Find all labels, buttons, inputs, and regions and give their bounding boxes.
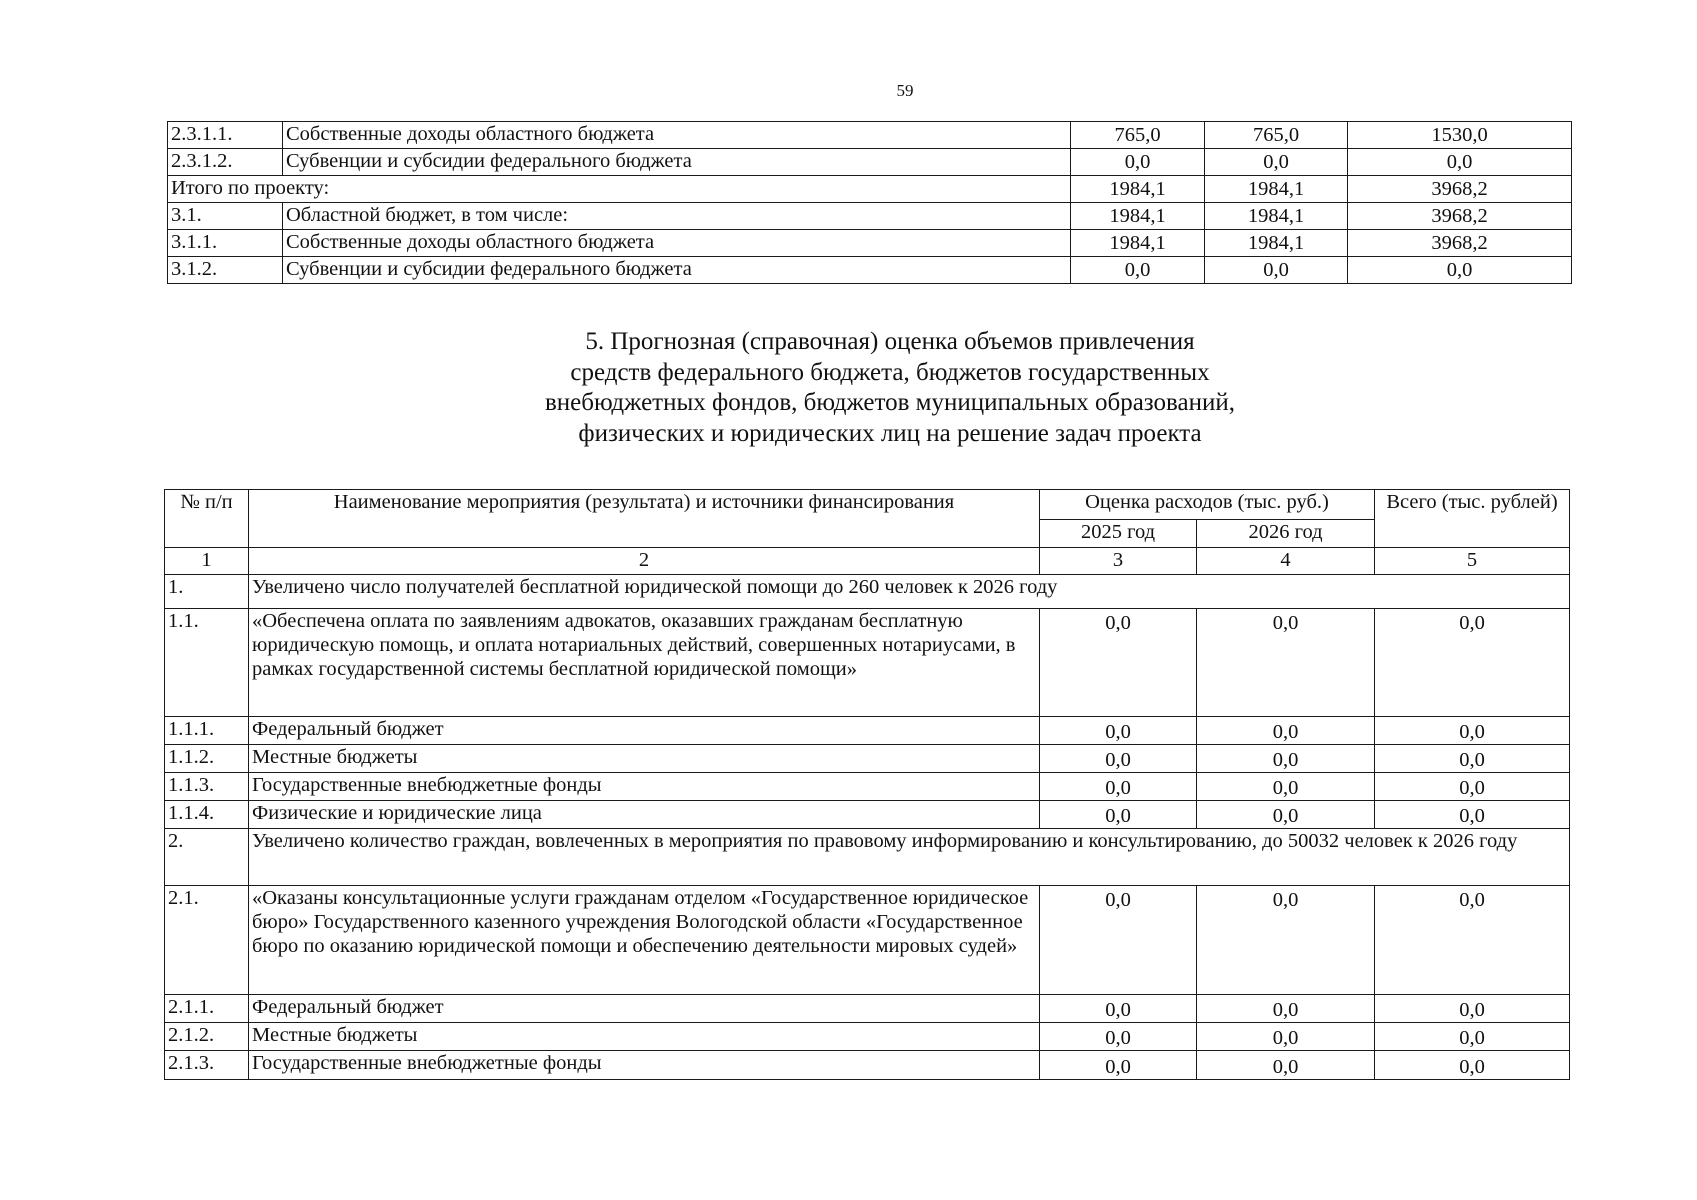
table-row [165, 1023, 1570, 1051]
value-2025: 1984,1 [1071, 230, 1205, 257]
row-name: Государственные внебюджетные фонды [249, 773, 1040, 801]
row-name: Субвенции и субсидии федерального бюджета [283, 149, 1071, 176]
value-total: 0,0 [1375, 995, 1570, 1023]
header-number: № п/п [165, 490, 249, 548]
value-total: 0,0 [1375, 773, 1570, 801]
row-number: 1. [165, 575, 249, 609]
table-row [168, 122, 1572, 149]
value-2026: 765,0 [1205, 122, 1348, 149]
value-total: 3968,2 [1348, 230, 1572, 257]
section-title: Увеличено количество граждан, вовлеченных в мероприятия по правовому информированию и консультированию, до 50032 человек к 2026 году [249, 829, 1570, 886]
value-2025: 0,0 [1040, 745, 1197, 773]
value-2025: 1984,1 [1071, 203, 1205, 230]
value-2025: 765,0 [1071, 122, 1205, 149]
table-row [165, 886, 1570, 995]
header-name: Наименование мероприятия (результата) и источники финансирования [249, 490, 1040, 548]
row-number: 1.1.4. [165, 801, 249, 829]
row-number: 2.1.2. [165, 1023, 249, 1051]
value-2026: 0,0 [1197, 995, 1375, 1023]
row-number: 3.1.1. [168, 230, 283, 257]
value-total: 0,0 [1375, 801, 1570, 829]
row-number: 2.1.1. [165, 995, 249, 1023]
heading-line: 5. Прогнозная (справочная) оценка объемов привлечения [585, 328, 1195, 355]
row-name: Государственные внебюджетные фонды [249, 1051, 1040, 1080]
row-number: 1.1.3. [165, 773, 249, 801]
row-number: 2.1.3. [165, 1051, 249, 1080]
row-number: 3.1.2. [168, 257, 283, 284]
value-total: 0,0 [1348, 149, 1572, 176]
value-2026: 0,0 [1197, 1051, 1375, 1080]
heading-line: физических и юридических лиц на решение задач проекта [578, 419, 1202, 447]
value-2025: 0,0 [1040, 995, 1197, 1023]
value-2026: 0,0 [1197, 773, 1375, 801]
value-2025: 0,0 [1040, 1023, 1197, 1051]
value-2026: 1984,1 [1205, 176, 1348, 203]
column-number-row [165, 548, 1570, 575]
section-heading [440, 327, 1340, 449]
row-name: Собственные доходы областного бюджета [283, 230, 1071, 257]
value-2026: 0,0 [1197, 745, 1375, 773]
value-total: 1530,0 [1348, 122, 1572, 149]
value-total: 0,0 [1375, 745, 1570, 773]
table-row [165, 801, 1570, 829]
table-row [168, 149, 1572, 176]
row-name: «Обеспечена оплата по заявлениям адвокатов, оказавших гражданам бесплатную юридическую помощь, и оплата нотариальных действий, совершенных нотариусами, в рамках государственной системы бесплатной юридической помощи» [249, 609, 1040, 717]
table-row [165, 609, 1570, 717]
value-2026: 0,0 [1197, 717, 1375, 745]
row-name: Федеральный бюджет [249, 995, 1040, 1023]
row-number: 2. [165, 829, 249, 886]
value-total: 0,0 [1348, 257, 1572, 284]
table-row [168, 230, 1572, 257]
row-name: Местные бюджеты [249, 1023, 1040, 1051]
row-name: Собственные доходы областного бюджета [283, 122, 1071, 149]
row-name: Субвенции и субсидии федерального бюджета [283, 257, 1071, 284]
table-row [165, 829, 1570, 886]
table-row [168, 203, 1572, 230]
heading-line: средств федерального бюджета, бюджетов государственных [570, 358, 1210, 386]
section-title: Увеличено число получателей бесплатной юридической помощи до 260 человек к 2026 году [249, 575, 1570, 609]
value-2025: 0,0 [1071, 257, 1205, 284]
value-total: 0,0 [1375, 1023, 1570, 1051]
value-2026: 1984,1 [1205, 203, 1348, 230]
value-2025: 0,0 [1040, 886, 1197, 995]
value-total: 3968,2 [1348, 203, 1572, 230]
row-name: «Оказаны консультационные услуги гражданам отделом «Государственное юридическое бюро» Государственного казенного учреждения Вологодской области «Государственное бюро по оказанию юридической помощи и обеспечению деятельности мировых судей» [249, 886, 1040, 995]
row-number: 1.1.1. [165, 717, 249, 745]
funding-estimate-table [164, 489, 1570, 1080]
column-number: 1 [165, 548, 249, 575]
header-total: Всего (тыс. рублей) [1375, 490, 1570, 548]
row-number: 2.1. [165, 886, 249, 995]
header-estimate: Оценка расходов (тыс. руб.) [1040, 490, 1375, 520]
row-number: 3.1. [168, 203, 283, 230]
column-number: 5 [1375, 548, 1570, 575]
value-total: 0,0 [1375, 609, 1570, 717]
value-total: 0,0 [1375, 717, 1570, 745]
column-number: 2 [249, 548, 1040, 575]
column-number: 3 [1040, 548, 1197, 575]
table-row [165, 717, 1570, 745]
value-total: 0,0 [1375, 1051, 1570, 1080]
row-number: 1.1.2. [165, 745, 249, 773]
value-2026: 1984,1 [1205, 230, 1348, 257]
table-row [165, 575, 1570, 609]
value-2026: 0,0 [1197, 1023, 1375, 1051]
row-name: Физические и юридические лица [249, 801, 1040, 829]
value-2026: 0,0 [1197, 801, 1375, 829]
row-number: 2.3.1.2. [168, 149, 283, 176]
table-row [165, 1051, 1570, 1080]
header-year-2025: 2025 год [1040, 520, 1197, 548]
value-2025: 0,0 [1040, 801, 1197, 829]
value-2026: 0,0 [1205, 257, 1348, 284]
value-2025: 0,0 [1040, 717, 1197, 745]
row-name: Областной бюджет, в том числе: [283, 203, 1071, 230]
table-row [165, 745, 1570, 773]
row-number: 1.1. [165, 609, 249, 717]
value-2026: 0,0 [1197, 609, 1375, 717]
row-number: 2.3.1.1. [168, 122, 283, 149]
table-row [165, 995, 1570, 1023]
value-2025: 1984,1 [1071, 176, 1205, 203]
header-row [165, 490, 1570, 520]
page-number: 59 [896, 81, 914, 100]
row-name: Местные бюджеты [249, 745, 1040, 773]
value-2026: 0,0 [1197, 886, 1375, 995]
total-label: Итого по проекту: [168, 176, 1071, 203]
table-row [168, 257, 1572, 284]
heading-line: внебюджетных фондов, бюджетов муниципальных образований, [545, 389, 1235, 416]
top-budget-table [167, 121, 1572, 284]
value-2026: 0,0 [1205, 149, 1348, 176]
row-name: Федеральный бюджет [249, 717, 1040, 745]
value-total: 0,0 [1375, 886, 1570, 995]
value-total: 3968,2 [1348, 176, 1572, 203]
header-year-2026: 2026 год [1197, 520, 1375, 548]
table-row [168, 176, 1572, 203]
value-2025: 0,0 [1040, 1051, 1197, 1080]
value-2025: 0,0 [1071, 149, 1205, 176]
table-row [165, 773, 1570, 801]
value-2025: 0,0 [1040, 609, 1197, 717]
column-number: 4 [1197, 548, 1375, 575]
value-2025: 0,0 [1040, 773, 1197, 801]
